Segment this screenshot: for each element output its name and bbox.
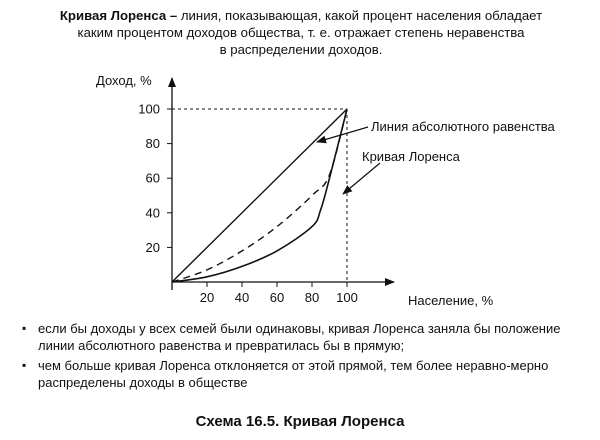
conclusion-item: ▪ если бы доходы у всех семей были одинаковы, кривая Лоренса заняла бы положение линии абсолютного равенства и превратилась бы в прямую; xyxy=(22,320,588,354)
x-tick-label: 20 xyxy=(199,290,215,305)
y-tick-label: 20 xyxy=(145,239,160,255)
y-tick-labels xyxy=(138,102,172,255)
x-tick-label: 60 xyxy=(269,290,285,305)
figure-caption: Схема 16.5. Кривая Лоренса xyxy=(195,413,405,430)
curve-annotation-arrow xyxy=(343,163,380,194)
intro-line-1-text: линия, показывающая, какой процент населения обладает xyxy=(177,8,543,23)
y-tick-label: 100 xyxy=(138,101,160,117)
y-tick-label: 80 xyxy=(145,136,160,152)
x-axis-title: Население, % xyxy=(408,293,494,308)
intro-term: Кривая Лоренса – xyxy=(59,8,178,23)
x-tick-label: 100 xyxy=(336,290,358,305)
equality-line-label: Линия абсолютного равенства xyxy=(371,119,555,134)
intro-line-2: каким процентом доходов общества, т. е. отражает степень неравенства xyxy=(77,25,525,40)
x-tick-labels xyxy=(200,282,358,305)
y-tick-label: 40 xyxy=(145,205,160,221)
x-tick-label: 80 xyxy=(304,290,320,305)
lorenz-curve-label: Кривая Лоренса xyxy=(362,149,460,164)
conclusion-list xyxy=(22,320,588,394)
y-axis-title: Доход, % xyxy=(96,73,152,88)
x-tick-label: 40 xyxy=(234,290,250,305)
equality-line xyxy=(172,109,347,282)
y-tick-label: 60 xyxy=(145,170,160,186)
intro-line-3: в распределении доходов. xyxy=(219,42,383,57)
conclusion-item: ▪ чем больше кривая Лоренса отклоняется от этой прямой, тем более неравно-мерно распределены доходы в обществе xyxy=(22,357,588,391)
